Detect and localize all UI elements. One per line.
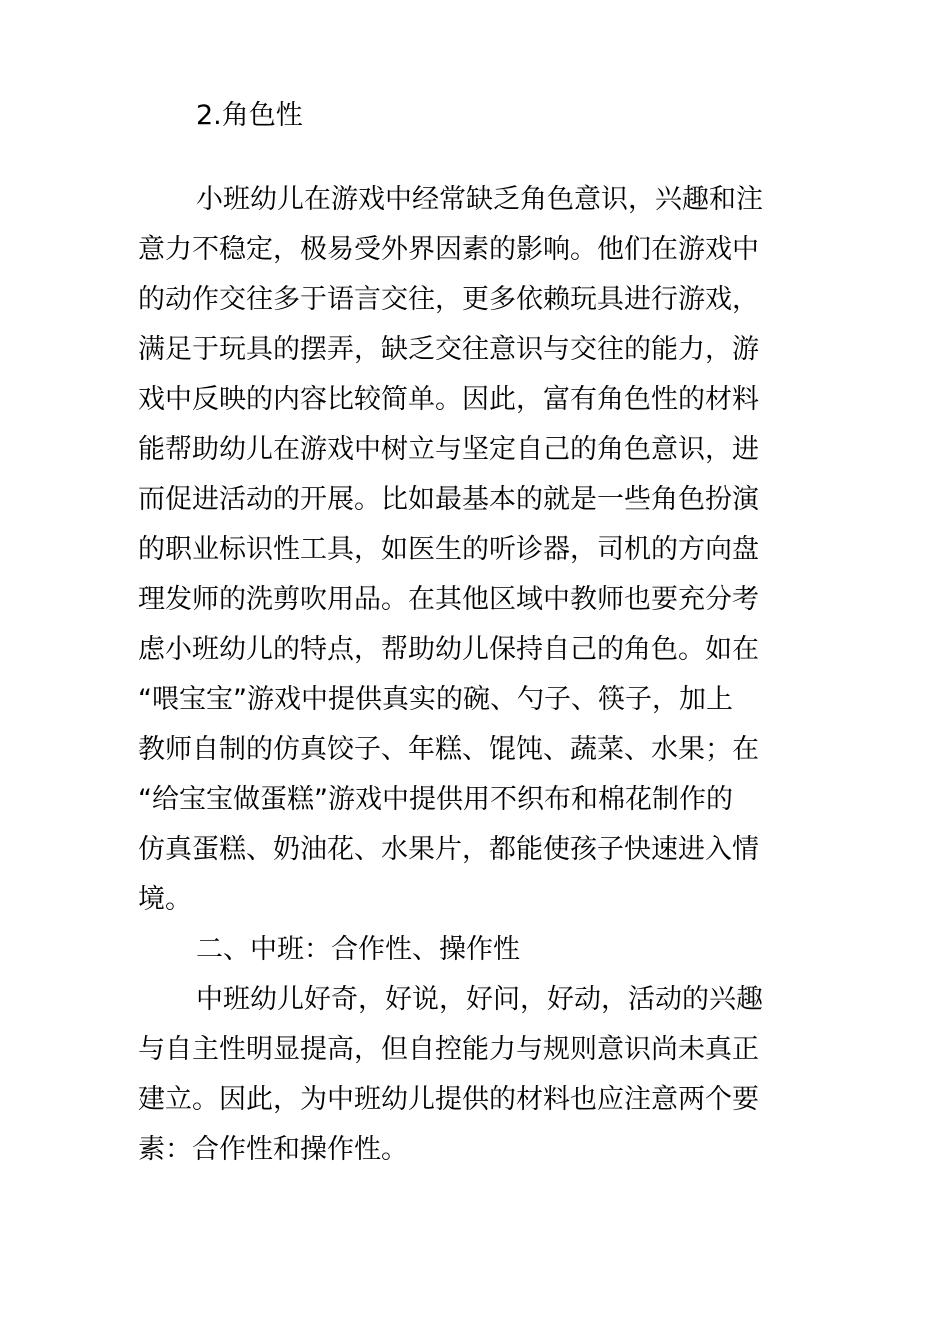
paragraph-line: 中班幼儿好奇，好说，好问，好动，活动的兴趣 <box>196 984 763 1015</box>
paragraph-line: 素：合作性和操作性。 <box>138 1134 408 1165</box>
paragraph-line: 教师自制的仿真饺子、年糕、馄饨、蔬菜、水果；在 <box>138 734 759 765</box>
paragraph-line: 意力不稳定，极易受外界因素的影响。他们在游戏中 <box>138 234 759 265</box>
paragraph-line: 的职业标识性工具，如医生的听诊器，司机的方向盘 <box>138 534 759 565</box>
subheading: 二、中班：合作性、操作性 <box>196 934 520 965</box>
paragraph-line: 的动作交往多于语言交往，更多依赖玩具进行游戏， <box>138 284 759 315</box>
paragraph-line: 小班幼儿在游戏中经常缺乏角色意识，兴趣和注 <box>196 184 763 215</box>
paragraph-line: 理发师的洗剪吹用品。在其他区域中教师也要充分考 <box>138 584 759 615</box>
paragraph-line: “喂宝宝”游戏中提供真实的碗、勺子、筷子，加上 <box>138 684 733 715</box>
paragraph-line: 建立。因此，为中班幼儿提供的材料也应注意两个要 <box>138 1084 759 1115</box>
paragraph-line: 境。 <box>138 884 192 915</box>
paragraph-line: 能帮助幼儿在游戏中树立与坚定自己的角色意识，进 <box>138 434 759 465</box>
paragraph-line: 而促进活动的开展。比如最基本的就是一些角色扮演 <box>138 484 759 515</box>
paragraph-line: “给宝宝做蛋糕”游戏中提供用不织布和棉花制作的 <box>138 784 733 815</box>
paragraph-line: 虑小班幼儿的特点，帮助幼儿保持自己的角色。如在 <box>138 634 759 665</box>
paragraph-line: 仿真蛋糕、奶油花、水果片，都能使孩子快速进入情 <box>138 834 759 865</box>
paragraph-line: 与自主性明显提高，但自控能力与规则意识尚未真正 <box>138 1034 759 1065</box>
paragraph-line: 戏中反映的内容比较简单。因此，富有角色性的材料 <box>138 384 759 415</box>
paragraph-line: 满足于玩具的摆弄，缺乏交往意识与交往的能力，游 <box>138 334 759 365</box>
section-heading: 2.角色性 <box>196 100 303 131</box>
